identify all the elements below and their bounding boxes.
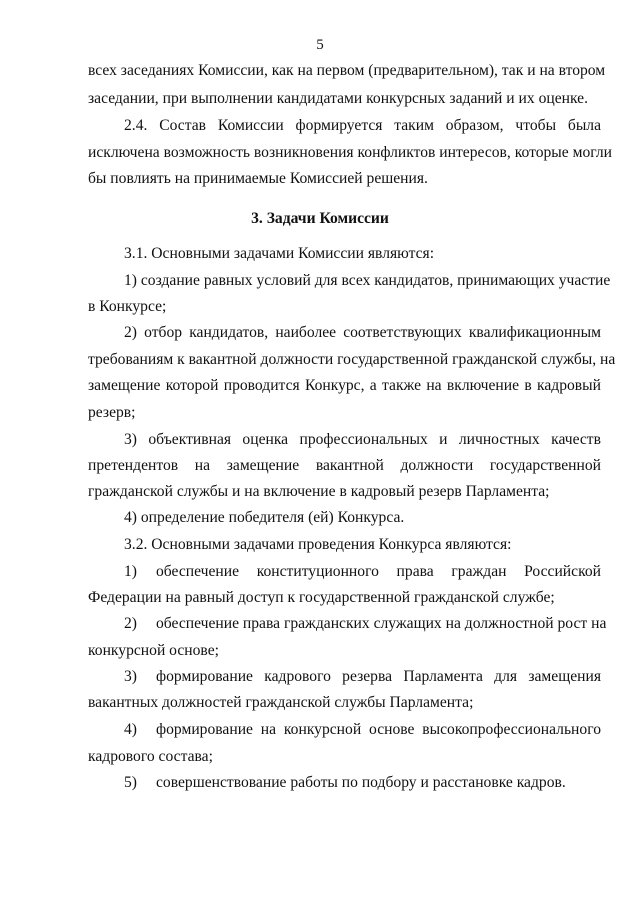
paragraph-line: бы повлиять на принимаемые Комиссией решения.	[88, 170, 428, 187]
list-item-line: кадрового состава;	[88, 748, 213, 765]
list-item-line: замещение которой проводится Конкурс, а также на включение в кадровый	[88, 377, 601, 394]
list-item-line: 1) создание равных условий для всех кандидатов, принимающих участие	[124, 272, 611, 289]
list-number: 1)	[124, 563, 137, 580]
list-item-line: 4) определение победителя (ей) Конкурса.	[124, 509, 405, 526]
list-item-line: Федерации на равный доступ к государственной гражданской службе;	[88, 589, 555, 606]
paragraph-line: всех заседаниях Комиссии, как на первом (предварительном), так и на втором	[88, 62, 606, 79]
list-item-line: 2) отбор кандидатов, наиболее соответствующих квалификационным	[124, 324, 601, 341]
list-item-line: формирование на конкурсной основе высокопрофессионального	[156, 721, 601, 738]
section-heading: 3. Задачи Комиссии	[251, 210, 389, 227]
list-item-line: в Конкурсе;	[88, 298, 167, 315]
list-number: 4)	[124, 721, 137, 738]
list-item-line: формирование кадрового резерва Парламента для замещения	[156, 668, 601, 685]
list-number: 3)	[124, 668, 137, 685]
list-item-line: обеспечение права гражданских служащих на должностной рост на	[156, 615, 607, 632]
list-item-line: обеспечение конституционного права граждан Российской	[156, 563, 601, 580]
list-number: 5)	[124, 774, 137, 791]
list-item-line: резерв;	[88, 404, 136, 421]
list-item-line: 3) объективная оценка профессиональных и личностных качеств	[124, 431, 601, 448]
paragraph-line: 3.2. Основными задачами проведения Конкурса являются:	[124, 536, 512, 553]
paragraph-line: 3.1. Основными задачами Комиссии являются:	[124, 245, 435, 262]
list-item-line: претендентов на замещение вакантной должности государственной	[88, 457, 601, 474]
list-item-line: требованиям к вакантной должности государственной гражданской службы, на	[88, 351, 616, 368]
list-item-line: конкурсной основе;	[88, 642, 219, 659]
paragraph-line: заседании, при выполнении кандидатами конкурсных заданий и их оценке.	[88, 90, 588, 107]
list-number: 2)	[124, 615, 137, 632]
list-item-line: гражданской службы и на включение в кадровый резерв Парламента;	[88, 483, 550, 500]
list-item-line: вакантных должностей гражданской службы Парламента;	[88, 694, 474, 711]
page-number: 5	[316, 37, 324, 53]
paragraph-line: исключена возможность возникновения конфликтов интересов, которые могли	[88, 144, 612, 161]
paragraph-line: 2.4. Состав Комиссии формируется таким образом, чтобы была	[124, 117, 601, 134]
list-item-line: совершенствование работы по подбору и расстановке кадров.	[156, 774, 566, 791]
